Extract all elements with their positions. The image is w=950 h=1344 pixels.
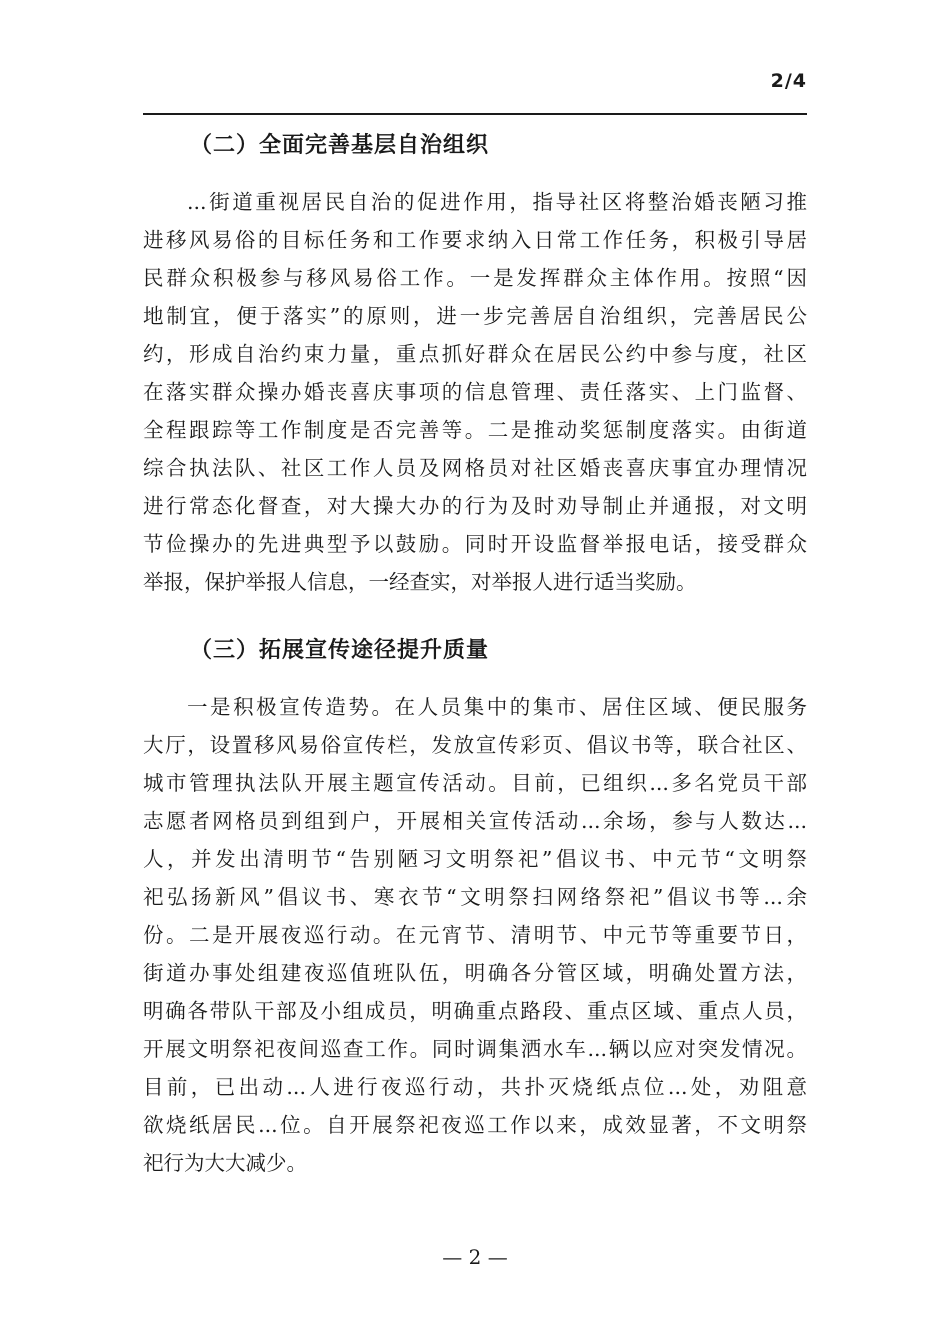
text-line: 综合执法队、社区工作人员及网格员对社区婚丧喜庆事宜办理情况	[143, 456, 807, 480]
text-line: 节俭操办的先进典型予以鼓励。同时开设监督举报电话，接受群众	[143, 532, 807, 556]
text-line: 进移风易俗的目标任务和工作要求纳入日常工作任务，积极引导居	[143, 228, 807, 252]
text-line: ...街道重视居民自治的促进作用，指导社区将整治婚丧陋习推	[187, 190, 807, 214]
text-line: 明确各带队干部及小组成员，明确重点路段、重点区域、重点人员，	[143, 999, 807, 1023]
section-heading-2: （二）全面完善基层自治组织	[190, 133, 490, 158]
text-line: 约，形成自治约束力量，重点抓好群众在居民公约中参与度，社区	[143, 342, 807, 366]
text-line: 目前，已出动...人进行夜巡行动，共扑灭烧纸点位...处，劝阻意	[143, 1075, 807, 1099]
text-line: 祀行为大大减少。	[143, 1151, 307, 1175]
page-counter: 2/4	[770, 70, 807, 92]
text-line: 志愿者网格员到组到户，开展相关宣传活动...余场，参与人数达...	[143, 809, 807, 833]
text-line: 民群众积极参与移风易俗工作。一是发挥群众主体作用。按照“因	[143, 266, 807, 290]
text-line: 全程跟踪等工作制度是否完善等。二是推动奖惩制度落实。由街道	[143, 418, 807, 442]
text-line: 份。二是开展夜巡行动。在元宵节、清明节、中元节等重要节日，	[143, 923, 807, 947]
text-line: 欲烧纸居民...位。自开展祭祀夜巡工作以来，成效显著，不文明祭	[143, 1113, 807, 1137]
section-3-paragraph	[143, 688, 807, 1182]
text-line: 城市管理执法队开展主题宣传活动。目前，已组织...多名党员干部	[143, 771, 807, 795]
text-line: 进行常态化督查，对大操大办的行为及时劝导制止并通报，对文明	[143, 494, 807, 518]
footer-page-number: — 2 —	[442, 1245, 508, 1269]
text-line: 地制宜，便于落实”的原则，进一步完善居自治组织，完善居民公	[143, 304, 807, 328]
header-divider	[143, 113, 807, 115]
text-line: 大厅，设置移风易俗宣传栏，发放宣传彩页、倡议书等，联合社区、	[143, 733, 807, 757]
text-line: 在落实群众操办婚丧喜庆事项的信息管理、责任落实、上门监督、	[143, 380, 807, 404]
text-line: 开展文明祭祀夜间巡查工作。同时调集洒水车...辆以应对突发情况。	[143, 1037, 807, 1061]
text-line: 街道办事处组建夜巡值班队伍，明确各分管区域，明确处置方法，	[143, 961, 807, 985]
text-line: 祀弘扬新风”倡议书、寒衣节“文明祭扫网络祭祀”倡议书等...余	[143, 885, 807, 909]
text-line: 举报，保护举报人信息，一经查实，对举报人进行适当奖励。	[143, 570, 697, 594]
section-heading-3: （三）拓展宣传途径提升质量	[190, 638, 490, 663]
text-line: 人，并发出清明节“告别陋习文明祭祀”倡议书、中元节“文明祭	[143, 847, 807, 871]
text-line: 一是积极宣传造势。在人员集中的集市、居住区域、便民服务	[187, 695, 807, 719]
section-2-paragraph	[143, 183, 807, 601]
